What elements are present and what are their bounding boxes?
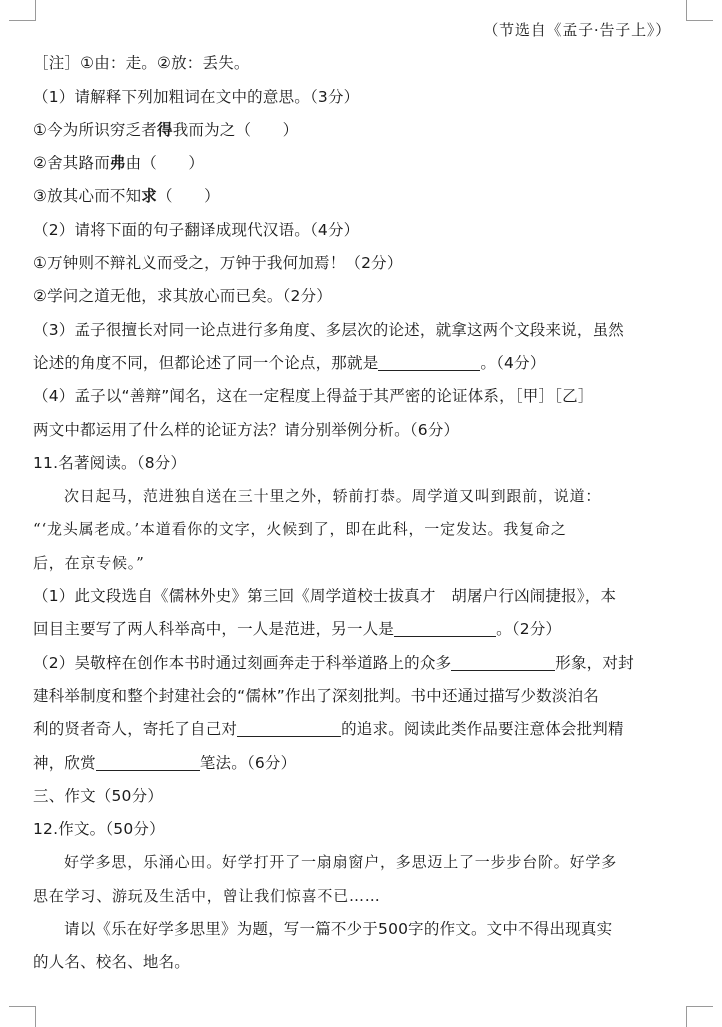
q11-part2-line-1: （2）吴敬梓在创作本书时通过刻画奔走于科举道路上的众多 形象，对封 [33,653,634,672]
q12-task-line-1: 请以《乐在好学多思里》为题，写一篇不少于500字的作文。文中不得出现真实 [64,920,613,939]
annotation: ［注］①由：走。②放：丢失。 [33,54,250,73]
answer-blank[interactable] [394,618,496,637]
answer-blank[interactable] [96,752,200,771]
q11-heading: 11.名著阅读。（8分） [33,453,187,472]
q12-prompt-line-1: 好学多思，乐涌心田。好学打开了一扇扇窗户，多思迈上了一步步台阶。好学多 [64,853,618,872]
corner-mark-bottom-left [9,1006,36,1027]
corner-mark-bottom-right [686,1006,713,1027]
q11-part2-line-4: 神，欣赏 笔法。（6分） [33,753,297,772]
q10-part4-line-1: （4）孟子以“善辩”闻名，这在一定程度上得益于其严密的论证体系，［甲］［乙］ [33,387,594,406]
q11-part2-line-2: 建科举制度和整个封建社会的“儒林”作出了深刻批判。书中还通过描写少数淡泊名 [33,686,599,705]
q10-part2-prompt: （2）请将下面的句子翻译成现代汉语。（4分） [33,220,360,239]
section-3-heading: 三、作文（50分） [33,786,164,805]
q11-part1-line-2: 回目主要写了两人科举高中，一人是范进，另一人是 。（2分） [33,620,562,639]
q11-part2-line-3: 利的贤者奇人，寄托了自己对 的追求。阅读此类作品要注意体会批判精 [33,720,624,739]
answer-blank[interactable] [237,718,341,737]
q10-part4-line-2: 两文中都运用了什么样的论证方法？请分别举例分析。（6分） [33,420,460,439]
answer-blank[interactable] [451,652,555,671]
q10-part1-item-3: ③放其心而不知求（ ） [33,187,220,206]
q10-part3-line-1: （3）孟子很擅长对同一论点进行多角度、多层次的论述，就拿这两个文段来说，虽然 [33,320,624,339]
q11-passage-line-3: 后，在京专候。” [33,553,145,572]
answer-blank[interactable] [378,352,480,371]
source-note: （节选自《孟子·告子上》） [483,21,671,39]
corner-mark-top-right [686,0,713,21]
q12-prompt-line-2: 思在学习、游玩及生活中，曾让我们惊喜不已…… [33,886,381,905]
corner-mark-top-left [9,0,36,21]
q10-part1-item-2: ②舍其路而弗由（ ） [33,154,205,173]
q11-passage-line-2: “‘龙头属老成。’本道看你的文字，火候到了，即在此科，一定发达。我复命之 [33,520,567,539]
q10-part2-item-2: ②学问之道无他，求其放心而已矣。（2分） [33,287,333,306]
q12-task-line-2: 的人名、校名、地名。 [33,953,191,972]
q10-part1-prompt: （1）请解释下列加粗词在文中的意思。（3分） [33,87,360,106]
exam-content [33,14,673,980]
q11-passage-line-1: 次日起马，范进独自送在三十里之外，轿前打恭。周学道又叫到跟前，说道： [64,487,602,506]
q10-part3-line-2: 论述的角度不同，但都论述了同一个论点，那就是 。（4分） [33,353,546,372]
q11-part1-line-1: （1）此文段选自《儒林外史》第三回《周学道校士拔真才 胡屠户行凶闹捷报》，本 [33,587,617,606]
q10-part2-item-1: ①万钟则不辩礼义而受之，万钟于我何加焉！（2分） [33,254,403,273]
q10-part1-item-1: ①今为所识穷乏者得我而为之（ ） [33,120,299,139]
q12-heading: 12.作文。（50分） [33,820,165,839]
